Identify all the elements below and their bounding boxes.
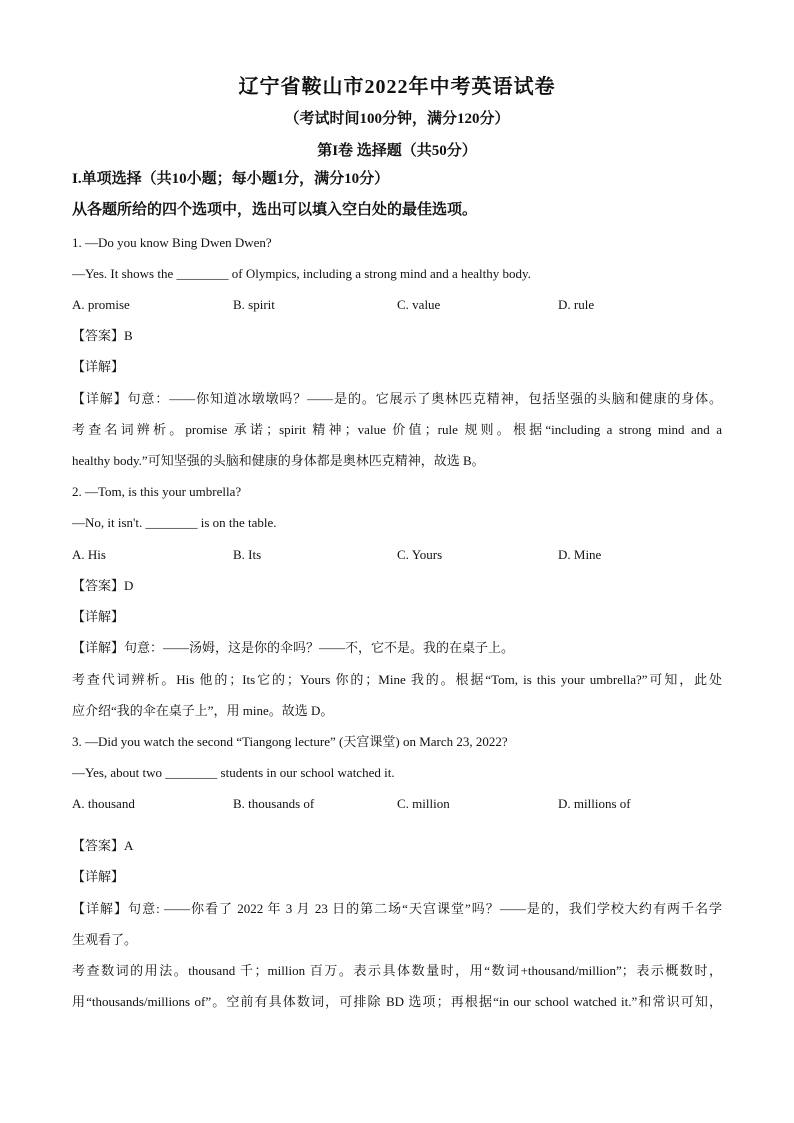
question-3-option-b: B. thousands of bbox=[233, 796, 315, 811]
section-heading: I.单项选择（共10小题；每小题1分，满分10分） bbox=[72, 171, 390, 187]
question-3-option-a: A. thousand bbox=[72, 796, 135, 811]
question-3-explanation-line: 考查数词的用法。thousand 千；million 百万。表示具体数量时，用“数词+thousand/million”；表示概数时， bbox=[72, 963, 722, 978]
question-3-option-d: D. millions of bbox=[558, 796, 631, 811]
question-3-detail-label: 【详解】 bbox=[72, 869, 125, 884]
question-2-option-d: D. Mine bbox=[558, 547, 602, 562]
question-2-option-b: B. Its bbox=[233, 547, 262, 562]
question-1-explanation-line: healthy body.”可知坚强的头脑和健康的身体都是奥林匹克精神，故选 B。 bbox=[72, 453, 485, 468]
question-1-option-a: A. promise bbox=[72, 297, 130, 312]
question-2-answer: 【答案】D bbox=[72, 578, 134, 593]
part-heading: 第I卷 选择题（共50分） bbox=[317, 143, 477, 159]
question-1-response: —Yes. It shows the ________ of Olympics, including a strong mind and a healthy body. bbox=[72, 266, 531, 281]
question-3-option-c: C. million bbox=[397, 796, 450, 811]
question-2-response: —No, it isn't. ________ is on the table. bbox=[72, 515, 277, 530]
question-2-option-c: C. Yours bbox=[397, 547, 443, 562]
question-1-explanation-line: 【详解】句意：——你知道冰墩墩吗？——是的。它展示了奥林匹克精神，包括坚强的头脑和健康的身体。 bbox=[72, 391, 722, 406]
question-3-response: —Yes, about two ________ students in our school watched it. bbox=[72, 765, 395, 780]
question-1-option-d: D. rule bbox=[558, 297, 595, 312]
question-1-option-c: C. value bbox=[397, 297, 441, 312]
question-2-detail-label: 【详解】 bbox=[72, 609, 125, 624]
question-2-explanation-line: 考查代词辨析。His 他的；Its它的；Yours 你的；Mine 我的。根据“Tom, is this your umbrella?”可知，此处 bbox=[72, 672, 722, 687]
question-2-explanation-line: 【详解】句意：——汤姆，这是你的伞吗？——不，它不是。我的在桌子上。 bbox=[72, 640, 515, 655]
question-3-explanation-line: 生观看了。 bbox=[72, 932, 138, 947]
question-1-prompt: 1. —Do you know Bing Dwen Dwen? bbox=[72, 235, 272, 250]
exam-subtitle: （考试时间100分钟，满分120分） bbox=[284, 111, 510, 127]
question-2-option-a: A. His bbox=[72, 547, 106, 562]
question-3-explanation-line: 【详解】句意: ——你看了 2022 年 3 月 23 日的第二场“天宫课堂”吗？——是的，我们学校大约有两千名学 bbox=[72, 901, 722, 916]
question-3-explanation-line: 用“thousands/millions of”。空前有具体数词，可排除 BD 选项；再根据“in our school watched it.”和常识可知， bbox=[72, 994, 722, 1009]
question-1-detail-label: 【详解】 bbox=[72, 359, 125, 374]
question-2-prompt: 2. —Tom, is this your umbrella? bbox=[72, 484, 242, 499]
question-1-answer: 【答案】B bbox=[72, 328, 133, 343]
question-2-explanation-line: 应介绍“我的伞在桌子上”，用 mine。故选 D。 bbox=[72, 703, 334, 718]
question-3-prompt: 3. —Did you watch the second “Tiangong lecture” (天宫课堂) on March 23, 2022? bbox=[72, 734, 508, 749]
exam-title: 辽宁省鞍山市2022年中考英语试卷 bbox=[238, 76, 556, 98]
section-instruction: 从各题所给的四个选项中，选出可以填入空白处的最佳选项。 bbox=[72, 202, 478, 218]
question-1-explanation-line: 考查名词辨析。promise 承诺；spirit 精神；value 价值；rule 规则。根据“including a strong mind and a bbox=[72, 422, 722, 437]
question-1-option-b: B. spirit bbox=[233, 297, 275, 312]
question-3-answer: 【答案】A bbox=[72, 838, 134, 853]
